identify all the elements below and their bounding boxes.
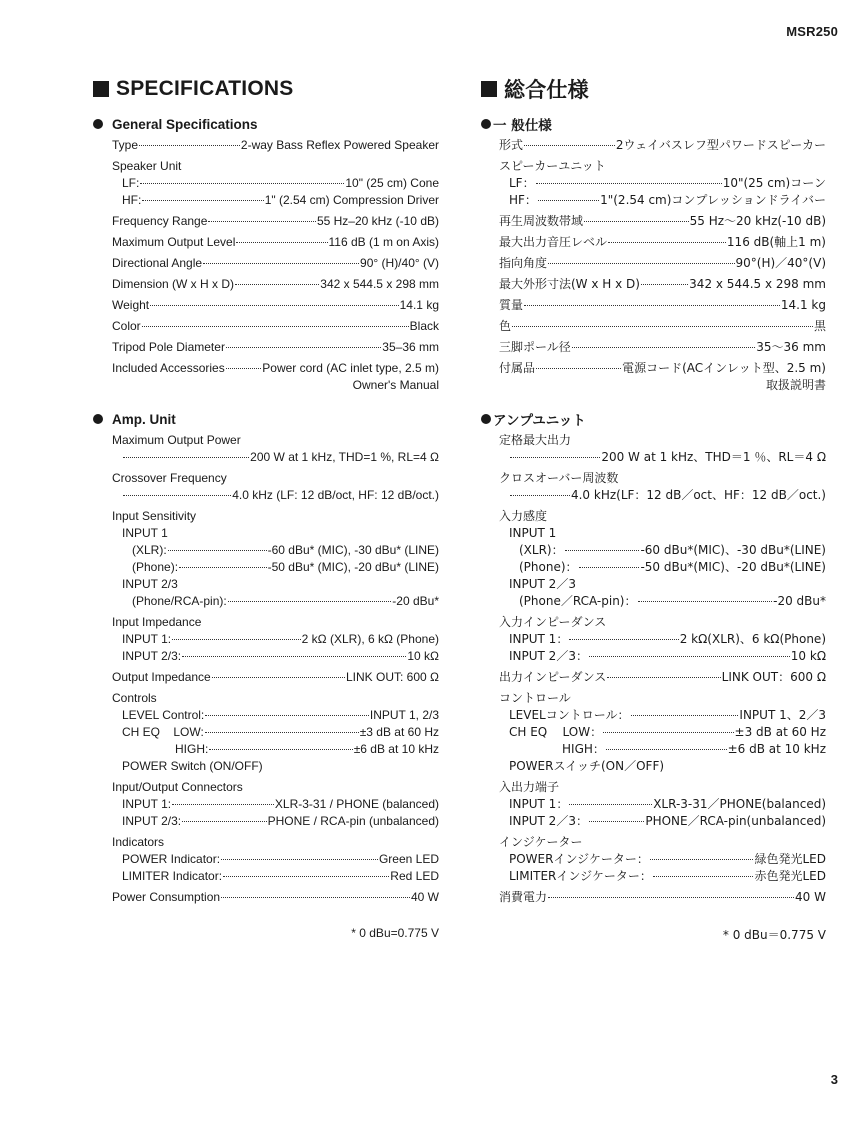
spec-value: 200 W at 1 kHz, THD=1 %, RL=4 Ω (250, 450, 439, 464)
spec-label: HIGH: (175, 742, 209, 756)
spec-row-xlr (499, 542, 826, 559)
spec-row-phone-rca (499, 593, 826, 610)
dot-leader (641, 284, 688, 285)
spec-value: ±6 dB at 10 kHz (353, 742, 439, 756)
spec-row-max-output-power: 定格最大出力 (499, 433, 572, 447)
spec-row-input-sensitivity: 入力感度 (499, 509, 548, 523)
spec-row-included-accessories (499, 360, 826, 377)
spec-value: 赤色発光LED (754, 869, 826, 883)
spec-value: 55 Hz–20 kHz (-10 dB) (316, 214, 439, 228)
dot-leader (205, 715, 369, 716)
spec-row-io-input23 (499, 813, 826, 830)
spec-row-lf (112, 175, 439, 192)
page-number: 3 (830, 1072, 838, 1087)
spec-row-dimension (112, 276, 439, 293)
spec-value: Green LED (378, 852, 439, 866)
dot-leader (565, 550, 640, 551)
spec-value: 35–36 mm (382, 340, 439, 354)
spec-value: Red LED (390, 869, 439, 883)
dot-leader (221, 897, 410, 898)
dot-leader (142, 326, 409, 327)
general-spec-heading (93, 115, 439, 133)
spec-row-controls: Controls (112, 691, 157, 705)
dot-leader (536, 368, 621, 369)
spec-label: Weight (112, 298, 150, 312)
section-title (481, 74, 826, 104)
spec-row-input23: INPUT 2／3 (509, 577, 576, 591)
spec-row-io-input23 (112, 813, 439, 830)
spec-label: (XLR)： (519, 543, 564, 557)
dot-leader (221, 859, 378, 860)
dot-leader (603, 732, 733, 733)
amp-unit-heading-text: Amp. Unit (112, 411, 176, 427)
spec-row-hf (499, 192, 826, 209)
spec-value: 10 kΩ (407, 649, 439, 663)
spec-row-indicators: Indicators (112, 835, 165, 849)
spec-label: Type (112, 138, 139, 152)
spec-label: LEVEL Control: (122, 708, 205, 722)
specifications-column-english (93, 74, 439, 940)
spec-label: Tripod Pole Diameter (112, 340, 225, 354)
general-spec-list (481, 137, 826, 394)
spec-value: -60 dBu*(MIC)、-30 dBu*(LINE) (640, 543, 826, 557)
spec-label: POWER Indicator: (122, 852, 221, 866)
spec-row-crossover-frequency: Crossover Frequency (112, 471, 227, 485)
spec-label: LIMITERインジケーター： (509, 869, 652, 883)
spec-row-phone-rca (112, 593, 439, 610)
spec-row-power-consumption (112, 889, 439, 906)
dot-leader (572, 347, 756, 348)
specifications-column-japanese (481, 74, 826, 943)
spec-value: LINK OUT: 600 Ω (345, 670, 439, 684)
spec-row-ch-eq-high (112, 741, 439, 758)
spec-value: 2-way Bass Reflex Powered Speaker (240, 138, 439, 152)
spec-label: Included Accessories (112, 361, 225, 375)
spec-value: 2 kΩ (XLR), 6 kΩ (Phone) (301, 632, 439, 646)
spec-row-max-output-power-value (112, 449, 439, 466)
section-title-text: 総合仕様 (504, 78, 589, 102)
dot-leader (538, 200, 599, 201)
spec-row-controls: コントロール (499, 691, 571, 705)
dot-leader (236, 242, 327, 243)
dot-leader (584, 221, 689, 222)
round-bullet-icon (93, 119, 103, 129)
spec-value: 1" (2.54 cm) Compression Driver (264, 193, 439, 207)
dot-leader (512, 326, 813, 327)
spec-row-power-indicator (112, 851, 439, 868)
spec-row-dimension (499, 276, 826, 293)
spec-label: LF： (509, 176, 535, 190)
spec-row-output-impedance (112, 669, 439, 686)
spec-label: HIGH： (562, 742, 605, 756)
spec-value: 90° (H)/40° (V) (360, 256, 439, 270)
dot-leader (631, 715, 739, 716)
dot-leader (650, 859, 754, 860)
dot-leader (208, 221, 316, 222)
spec-value: 40 W (795, 890, 826, 904)
spec-row-power-switch: POWERスイッチ(ON／OFF) (509, 759, 665, 773)
spec-label: INPUT 1： (509, 632, 569, 646)
dot-leader (142, 200, 263, 201)
spec-row-xlr (112, 542, 439, 559)
spec-row-directional-angle (112, 255, 439, 272)
spec-row-impedance-input1 (112, 631, 439, 648)
spec-label: 最大出力音圧レベル (499, 235, 608, 249)
spec-label: 色 (499, 319, 512, 333)
spec-value: 電源コード(ACインレット型、2.5 m) (622, 361, 826, 375)
spec-row-max-output-power-value (499, 449, 826, 466)
spec-row-impedance-input1 (499, 631, 826, 648)
section-title (93, 74, 439, 104)
spec-row-crossover-frequency: クロスオーバー周波数 (499, 471, 619, 485)
spec-label: 質量 (499, 298, 524, 312)
dot-leader (606, 749, 727, 750)
round-bullet-icon (481, 119, 491, 129)
spec-value: 116 dB (1 m on Axis) (328, 235, 439, 249)
spec-label: Dimension (W x H x D) (112, 277, 235, 291)
dot-leader (524, 145, 615, 146)
dot-leader (140, 183, 344, 184)
dot-leader (172, 804, 274, 805)
spec-value: 2 kΩ(XLR)、6 kΩ(Phone) (679, 632, 826, 646)
dot-leader (123, 495, 231, 496)
spec-row-io-input1 (499, 796, 826, 813)
spec-row-color (112, 318, 439, 335)
spec-value: -50 dBu* (MIC), -20 dBu* (LINE) (267, 560, 439, 574)
dot-leader (182, 821, 266, 822)
spec-value: 10 kΩ (790, 649, 826, 663)
spec-row-max-output-level (499, 234, 826, 251)
spec-row-type (499, 137, 826, 154)
spec-row-io-connectors: 入出力端子 (499, 780, 560, 794)
dot-leader (172, 639, 301, 640)
spec-value: 14.1 kg (780, 298, 826, 312)
spec-row-level-control (499, 707, 826, 724)
spec-row-input-impedance: 入力インピーダンス (499, 615, 607, 629)
spec-value: PHONE／RCA-pin(unbalanced) (645, 814, 826, 828)
spec-row-crossover-frequency-value (499, 487, 826, 504)
spec-row-max-output-level (112, 234, 439, 251)
spec-row-max-output-power: Maximum Output Power (112, 433, 241, 447)
spec-value: INPUT 1, 2/3 (369, 708, 439, 722)
spec-value: ±3 dB at 60 Hz (734, 725, 826, 739)
spec-value: XLR-3-31 / PHONE (balanced) (274, 797, 439, 811)
dot-leader (226, 368, 262, 369)
dot-leader (510, 495, 570, 496)
spec-value: ±3 dB at 60 Hz (359, 725, 439, 739)
spec-value: 2ウェイバスレフ型パワードスピーカー (615, 138, 826, 152)
spec-value: 14.1 kg (399, 298, 439, 312)
spec-row-phone (499, 559, 826, 576)
spec-row-type (112, 137, 439, 154)
spec-label: (Phone/RCA-pin): (132, 594, 227, 608)
amp-spec-list (93, 432, 439, 906)
spec-row-impedance-input23 (499, 648, 826, 665)
spec-row-ch-eq-high (499, 741, 826, 758)
dot-leader (569, 639, 678, 640)
spec-value: 116 dB(軸上1 m) (726, 235, 826, 249)
dot-leader (579, 567, 640, 568)
spec-row-lf (499, 175, 826, 192)
spec-label: HF： (509, 193, 537, 207)
spec-row-phone (112, 559, 439, 576)
spec-row-included-accessories-cont: 取扱説明書 (765, 378, 826, 392)
spec-value: 35〜36 mm (756, 340, 826, 354)
spec-label: 三脚ポール径 (499, 340, 571, 354)
square-bullet-icon (93, 81, 109, 97)
general-spec-heading-text: General Specifications (112, 116, 258, 132)
spec-value: 55 Hz〜20 kHz(-10 dB) (689, 214, 826, 228)
spec-label: INPUT 2/3: (122, 814, 182, 828)
spec-value: -20 dBu* (773, 594, 826, 608)
amp-unit-heading-text: アンプユニット (493, 413, 586, 429)
spec-row-ch-eq-low (499, 724, 826, 741)
spec-value: LINK OUT：600 Ω (721, 670, 826, 684)
spec-row-power-consumption (499, 889, 826, 906)
spec-label: LIMITER Indicator: (122, 869, 223, 883)
spec-row-frequency-range (499, 213, 826, 230)
spec-label: 再生周波数帯域 (499, 214, 584, 228)
spec-value: 342 x 544.5 x 298 mm (320, 277, 439, 291)
spec-label: 最大外形寸法(W x H x D) (499, 277, 640, 291)
spec-label: CH EQ LOW： (509, 725, 603, 739)
spec-row-input1: INPUT 1 (509, 526, 557, 540)
dot-leader (150, 305, 398, 306)
spec-row-input23: INPUT 2/3 (122, 577, 178, 591)
spec-value: 200 W at 1 kHz、THD＝1 ％、RL＝4 Ω (601, 450, 826, 464)
spec-row-included-accessories (112, 360, 439, 377)
dot-leader (548, 263, 734, 264)
spec-value: Power cord (AC inlet type, 2.5 m) (262, 361, 439, 375)
spec-row-impedance-input23 (112, 648, 439, 665)
dot-leader (536, 183, 722, 184)
spec-row-ch-eq-low (112, 724, 439, 741)
spec-label: POWERインジケーター： (509, 852, 649, 866)
spec-label: (Phone): (132, 560, 179, 574)
amp-unit-heading (93, 410, 439, 428)
spec-value: -50 dBu*(MIC)、-20 dBu*(LINE) (640, 560, 826, 574)
dot-leader (205, 732, 359, 733)
spec-row-crossover-frequency-value (112, 487, 439, 504)
spec-value: INPUT 1、2／3 (739, 708, 826, 722)
spec-label: (XLR): (132, 543, 167, 557)
spec-label: INPUT 1: (122, 632, 172, 646)
dot-leader (524, 305, 780, 306)
spec-row-input-impedance: Input Impedance (112, 615, 202, 629)
spec-row-input-sensitivity: Input Sensitivity (112, 509, 197, 523)
spec-row-frequency-range (112, 213, 439, 230)
spec-value: 4.0 kHz (LF: 12 dB/oct, HF: 12 dB/oct.) (232, 488, 439, 502)
spec-value: 1"(2.54 cm)コンプレッションドライバー (600, 193, 826, 207)
dot-leader (510, 457, 600, 458)
general-spec-list (93, 137, 439, 394)
dot-leader (203, 263, 359, 264)
spec-label: INPUT 2/3: (122, 649, 182, 663)
spec-value: 90°(H)／40°(V) (735, 256, 826, 270)
spec-row-included-accessories-cont: Owner's Manual (352, 378, 439, 392)
round-bullet-icon (93, 414, 103, 424)
model-name: MSR250 (786, 24, 838, 39)
spec-value: 40 W (410, 890, 439, 904)
dot-leader (209, 749, 352, 750)
spec-label: CH EQ LOW: (122, 725, 204, 739)
amp-spec-list (481, 432, 826, 906)
spec-label: Color (112, 319, 141, 333)
dot-leader (653, 876, 754, 877)
spec-row-tripod-pole-diameter (112, 339, 439, 356)
spec-value: 4.0 kHz(LF：12 dB／oct、HF：12 dB／oct.) (570, 488, 826, 502)
spec-row-tripod-pole-diameter (499, 339, 826, 356)
dot-leader (123, 457, 249, 458)
dot-leader (179, 567, 267, 568)
spec-row-output-impedance (499, 669, 826, 686)
spec-row-color (499, 318, 826, 335)
spec-row-io-connectors: Input/Output Connectors (112, 780, 243, 794)
dot-leader (168, 550, 267, 551)
dot-leader (569, 804, 652, 805)
spec-row-limiter-indicator (112, 868, 439, 885)
dot-leader (182, 656, 406, 657)
dot-leader (228, 601, 392, 602)
spec-value: 342 x 544.5 x 298 mm (689, 277, 826, 291)
dot-leader (589, 656, 790, 657)
spec-label: 付属品 (499, 361, 536, 375)
spec-row-weight (112, 297, 439, 314)
spec-value: -20 dBu* (392, 594, 439, 608)
spec-value: -60 dBu* (MIC), -30 dBu* (LINE) (267, 543, 439, 557)
spec-label: LEVELコントロール： (509, 708, 630, 722)
spec-value: 10"(25 cm)コーン (722, 176, 826, 190)
spec-label: Directional Angle (112, 256, 203, 270)
round-bullet-icon (481, 414, 491, 424)
spec-value: 緑色発光LED (754, 852, 826, 866)
spec-row-speaker-unit: Speaker Unit (112, 159, 182, 173)
dot-leader (608, 242, 726, 243)
spec-label: Maximum Output Level (112, 235, 236, 249)
spec-label: LF: (122, 176, 140, 190)
dot-leader (607, 677, 720, 678)
spec-row-weight (499, 297, 826, 314)
dot-leader (589, 821, 644, 822)
spec-value: Black (409, 319, 439, 333)
spec-label: 指向角度 (499, 256, 548, 270)
dot-leader (223, 876, 389, 877)
spec-value: 10" (25 cm) Cone (345, 176, 439, 190)
spec-label: INPUT 2／3： (509, 814, 588, 828)
spec-label: 形式 (499, 138, 524, 152)
spec-label: (Phone)： (519, 560, 578, 574)
spec-row-directional-angle (499, 255, 826, 272)
spec-label: 出力インピーダンス (499, 670, 607, 684)
spec-label: INPUT 1: (122, 797, 172, 811)
dot-leader (235, 284, 319, 285)
dot-leader (212, 677, 345, 678)
spec-label: Power Consumption (112, 890, 221, 904)
spec-label: 消費電力 (499, 890, 548, 904)
amp-unit-heading (481, 410, 826, 428)
spec-label: Frequency Range (112, 214, 208, 228)
square-bullet-icon (481, 81, 497, 97)
spec-row-power-indicator (499, 851, 826, 868)
dot-leader (139, 145, 240, 146)
dot-leader (226, 347, 381, 348)
section-title-text: SPECIFICATIONS (116, 77, 294, 100)
dot-leader (548, 897, 794, 898)
dot-leader (638, 601, 773, 602)
spec-label: (Phone／RCA-pin)： (519, 594, 637, 608)
spec-value: ±6 dB at 10 kHz (727, 742, 826, 756)
spec-row-limiter-indicator (499, 868, 826, 885)
spec-value: PHONE / RCA-pin (unbalanced) (267, 814, 439, 828)
footnote: * 0 dBu＝0.775 V (722, 928, 826, 942)
footnote: * 0 dBu=0.775 V (351, 926, 439, 940)
spec-row-power-switch: POWER Switch (ON/OFF) (122, 759, 263, 773)
spec-row-hf (112, 192, 439, 209)
spec-row-input1: INPUT 1 (122, 526, 168, 540)
general-spec-heading (481, 115, 826, 133)
spec-value: XLR-3-31／PHONE(balanced) (653, 797, 826, 811)
spec-row-indicators: インジケーター (499, 835, 583, 849)
general-spec-heading-text: 一 般仕様 (493, 118, 552, 134)
spec-value: 黒 (813, 319, 826, 333)
spec-label: Output Impedance (112, 670, 211, 684)
spec-label: INPUT 1： (509, 797, 569, 811)
spec-label: HF: (122, 193, 142, 207)
spec-row-speaker-unit: スピーカーユニット (499, 159, 606, 173)
spec-row-level-control (112, 707, 439, 724)
spec-label: INPUT 2／3： (509, 649, 588, 663)
spec-row-io-input1 (112, 796, 439, 813)
